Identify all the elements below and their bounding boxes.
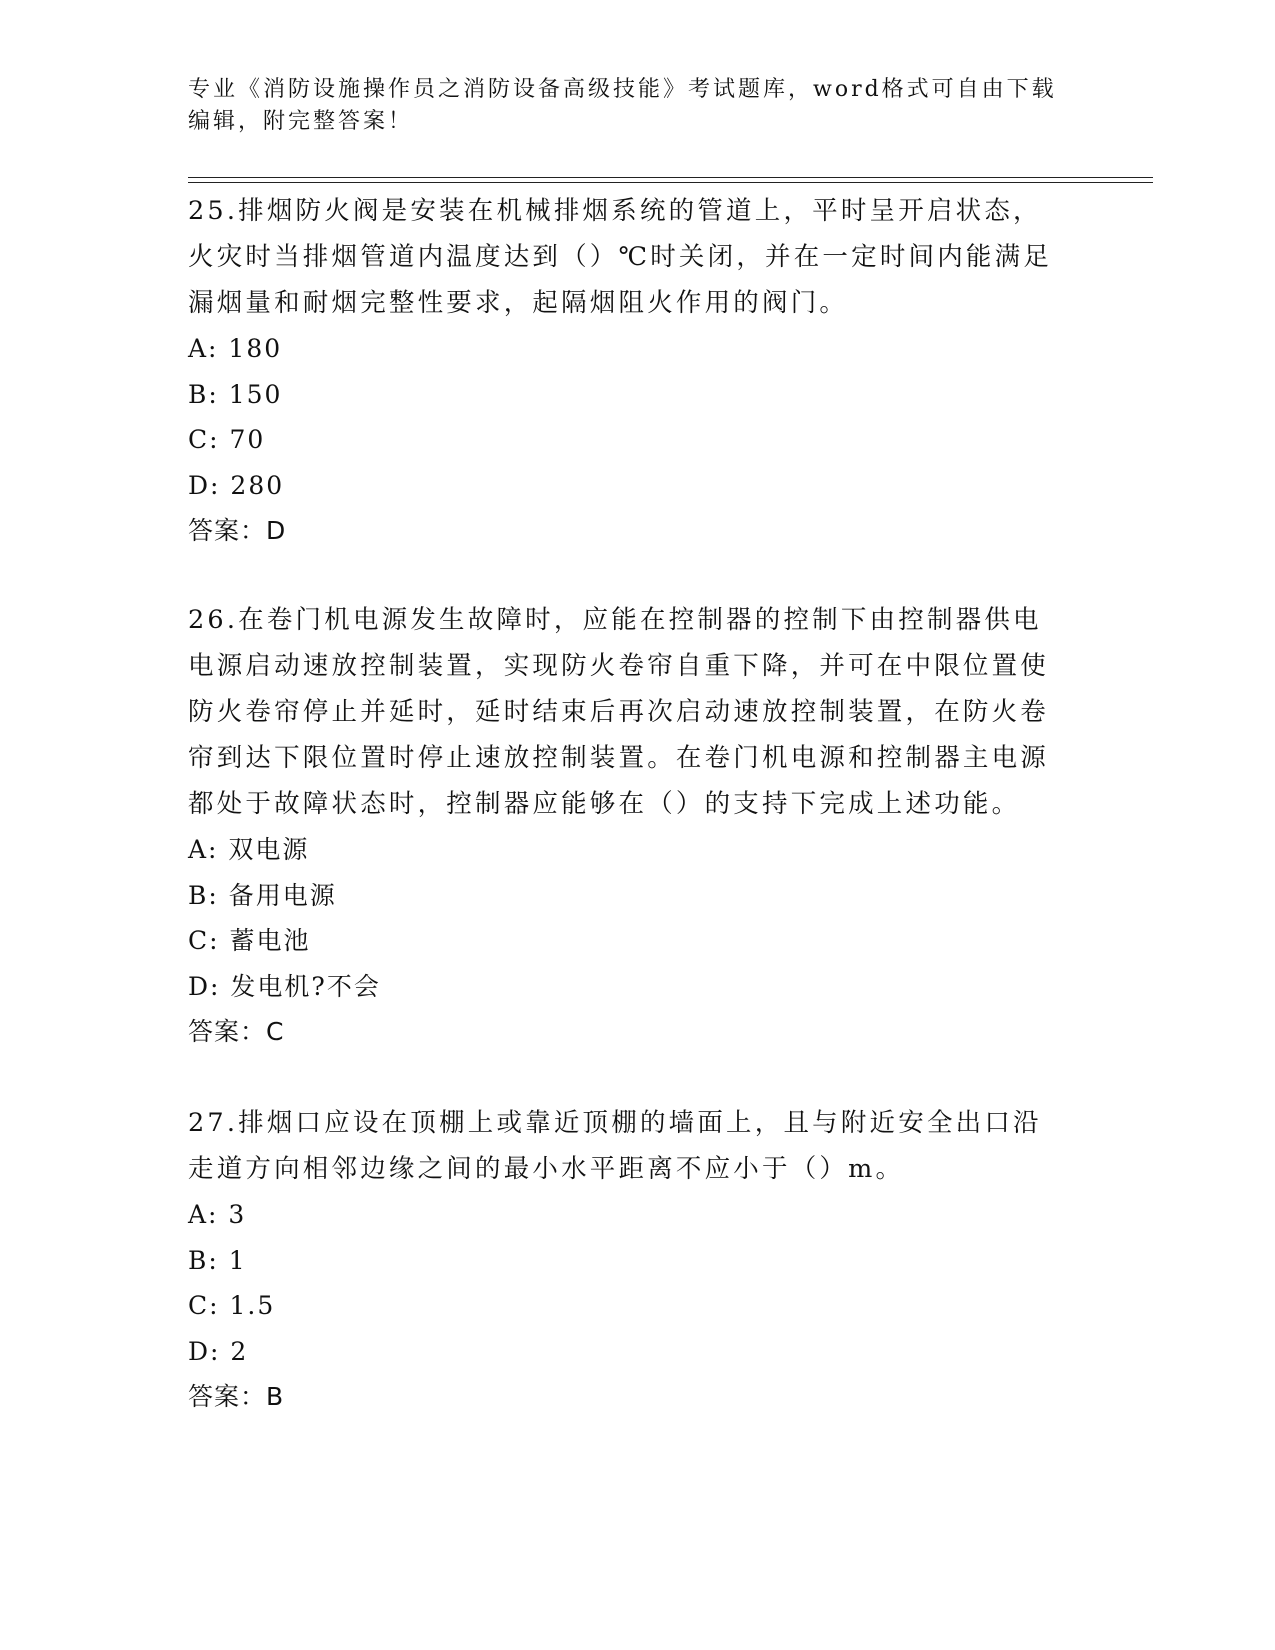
question-27 [188, 1100, 1068, 1419]
option-a: A: 双电源 [188, 835, 310, 864]
option-c: C: 蓄电池 [188, 926, 311, 955]
question-stem: 27.排烟口应设在顶棚上或靠近顶棚的墙面上，且与附近安全出口沿走道方向相邻边缘之间的最小水平距离不应小于（）m。 [188, 1108, 1042, 1184]
option-c: C: 70 [188, 425, 266, 454]
option-c: C: 1.5 [188, 1291, 276, 1320]
question-stem: 25.排烟防火阀是安装在机械排烟系统的管道上，平时呈开启状态，火灾时当排烟管道内温度达到（）℃时关闭，并在一定时间内能满足漏烟量和耐烟完整性要求，起隔烟阻火作用的阀门。 [188, 196, 1053, 318]
option-b: B: 备用电源 [188, 880, 337, 910]
document-header: 专业《消防设施操作员之消防设备高级技能》考试题库，word格式可自由下载编辑，附完整答案！ [188, 77, 1057, 134]
answer: 答案：B [188, 1382, 285, 1411]
option-b: B: 150 [188, 379, 283, 409]
header-divider-bottom [188, 182, 1153, 183]
option-d: D: 280 [188, 470, 285, 500]
header-divider-top [188, 177, 1153, 178]
question-25 [188, 188, 1068, 553]
question-26 [188, 597, 1068, 1054]
option-a: A: 3 [188, 1200, 247, 1229]
option-a: A: 180 [188, 334, 283, 363]
option-d: D: 2 [188, 1336, 249, 1366]
answer: 答案：D [188, 516, 287, 545]
option-b: B: 1 [188, 1245, 247, 1275]
option-d: D: 发电机?不会 [188, 971, 381, 1001]
question-stem: 26.在卷门机电源发生故障时，应能在控制器的控制下由控制器供电电源启动速放控制装置，实现防火卷帘自重下降，并可在中限位置使防火卷帘停止并延时，延时结束后再次启动速放控制装置，在防火卷帘到达下限位置时停止速放控制装置。在卷门机电源和控制器主电源都处于故障状态时，控制器应能够在（）的支持下完成上述功能。 [188, 605, 1050, 819]
answer: 答案：C [188, 1017, 285, 1046]
